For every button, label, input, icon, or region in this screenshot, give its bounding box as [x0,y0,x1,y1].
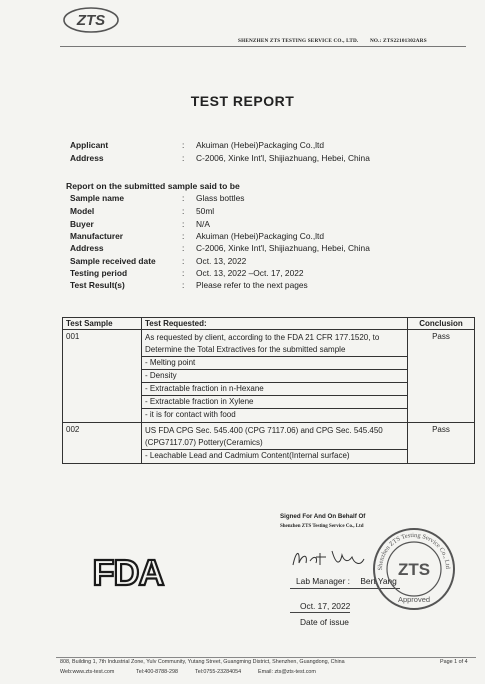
table-row [63,423,475,464]
footer-divider [56,657,476,658]
received-date-value: Oct. 13, 2022 [196,256,247,266]
test-results-label: Test Result(s) [70,280,125,290]
request-line: Determine the Total Extractives for the submitted sample [145,344,346,354]
footer-email: Email: zts@zts-test.com [258,669,316,675]
row-conclusion: Pass [408,330,475,423]
header-company: SHENZHEN ZTS TESTING SERVICE CO., LTD. [238,38,359,44]
sample-address-label: Address [70,243,104,253]
fda-logo-text: FDA [92,553,164,589]
footer-web: Web:www.zts-test.com [60,669,115,675]
applicant-address-label: Address [70,153,104,163]
colon: : [182,206,185,216]
signature-company: Shenzhen ZTS Testing Service Co., Ltd [280,524,364,529]
request-line: As requested by client, according to the FDA 21 CFR 177.1520, to [145,332,380,342]
header-test-requested: Test Requested: [142,318,408,330]
footer-tel1: Tel:400-8788-298 [136,669,178,675]
buyer-value: N/A [196,219,210,229]
report-no-label: NO.: [369,38,382,44]
fda-logo [82,553,174,589]
date-of-issue-label: Date of issue [300,617,349,627]
colon: : [182,153,185,163]
request-line: - Density [142,369,407,382]
table-row [63,330,475,423]
colon: : [182,243,185,253]
stamp-bottom-text: Approved [397,595,431,604]
lab-manager-label: Lab Manager : [296,576,351,586]
test-results-value: Please refer to the next pages [196,280,308,290]
signature-heading: Signed For And On Behalf Of [280,513,366,520]
results-table [62,317,475,464]
lab-manager-name: Bert Yang [360,576,397,586]
colon: : [182,256,185,266]
row-test-requested [142,423,408,464]
table-header-row [63,318,475,330]
footer-address: 808, Building 1, 7th Industrial Zone, Yulv Community, Yutang Street, Guangming District, Shenzhen, Guangdong, China [60,659,345,665]
header-divider [60,46,466,47]
colon: : [182,268,185,278]
request-line: (CPG7117.07) Pottery(Ceramics) [145,437,263,447]
zts-logo [62,6,120,34]
sample-name-value: Glass bottles [196,193,245,203]
report-no: ZTS22101302ARS [383,38,427,44]
applicant-value: Akuiman (Hebei)Packaging Co.,ltd [196,140,325,150]
request-line: - Leachable Lead and Cadmium Content(Internal surface) [142,449,407,462]
testing-period-label: Testing period [70,268,128,278]
footer-page: Page 1 of 4 [440,659,468,665]
header-info [238,38,427,44]
logo-text: ZTS [76,12,106,29]
stamp-ring-text: Shenzhen ZTS Testing Service Co., Ltd [376,531,452,571]
manufacturer-value: Akuiman (Hebei)Packaging Co.,ltd [196,231,325,241]
request-line: - Extractable fraction in n-Hexane [142,382,407,395]
colon: : [182,280,185,290]
date-line [290,612,350,613]
row-sample-id: 002 [63,423,142,464]
header-test-sample: Test Sample [63,318,142,330]
sample-address-value: C-2006, Xinke Int'l, Shijiazhuang, Hebei, China [196,243,370,253]
applicant-label: Applicant [70,140,109,150]
issue-date: Oct. 17, 2022 [300,601,351,611]
request-line: - it is for contact with food [142,408,407,421]
model-value: 50ml [196,206,215,216]
request-line: - Melting point [142,356,407,369]
manufacturer-label: Manufacturer [70,231,124,241]
colon: : [182,193,185,203]
page-title: TEST REPORT [190,93,295,109]
row-conclusion: Pass [408,423,475,464]
colon: : [182,219,185,229]
footer-tel2: Tel:0755-23284054 [195,669,242,675]
colon: : [182,231,185,241]
testing-period-value: Oct. 13, 2022 –Oct. 17, 2022 [196,268,304,278]
applicant-address-value: C-2006, Xinke Int'l, Shijiazhuang, Hebei, China [196,153,370,163]
handwritten-signature [290,545,370,571]
request-line: US FDA CPG Sec. 545.400 (CPG 7117.06) and CPG Sec. 545.450 [145,425,383,435]
buyer-label: Buyer [70,219,94,229]
request-line: - Extractable fraction in Xylene [142,395,407,408]
header-conclusion: Conclusion [408,318,475,330]
model-label: Model [70,206,95,216]
sample-name-label: Sample name [70,193,124,203]
sample-heading: Report on the submitted sample said to be [66,181,240,191]
received-date-label: Sample received date [70,256,156,266]
colon: : [182,140,185,150]
row-test-requested [142,330,408,423]
stamp-center-text: ZTS [397,560,431,579]
approved-stamp [372,527,456,611]
row-sample-id: 001 [63,330,142,423]
